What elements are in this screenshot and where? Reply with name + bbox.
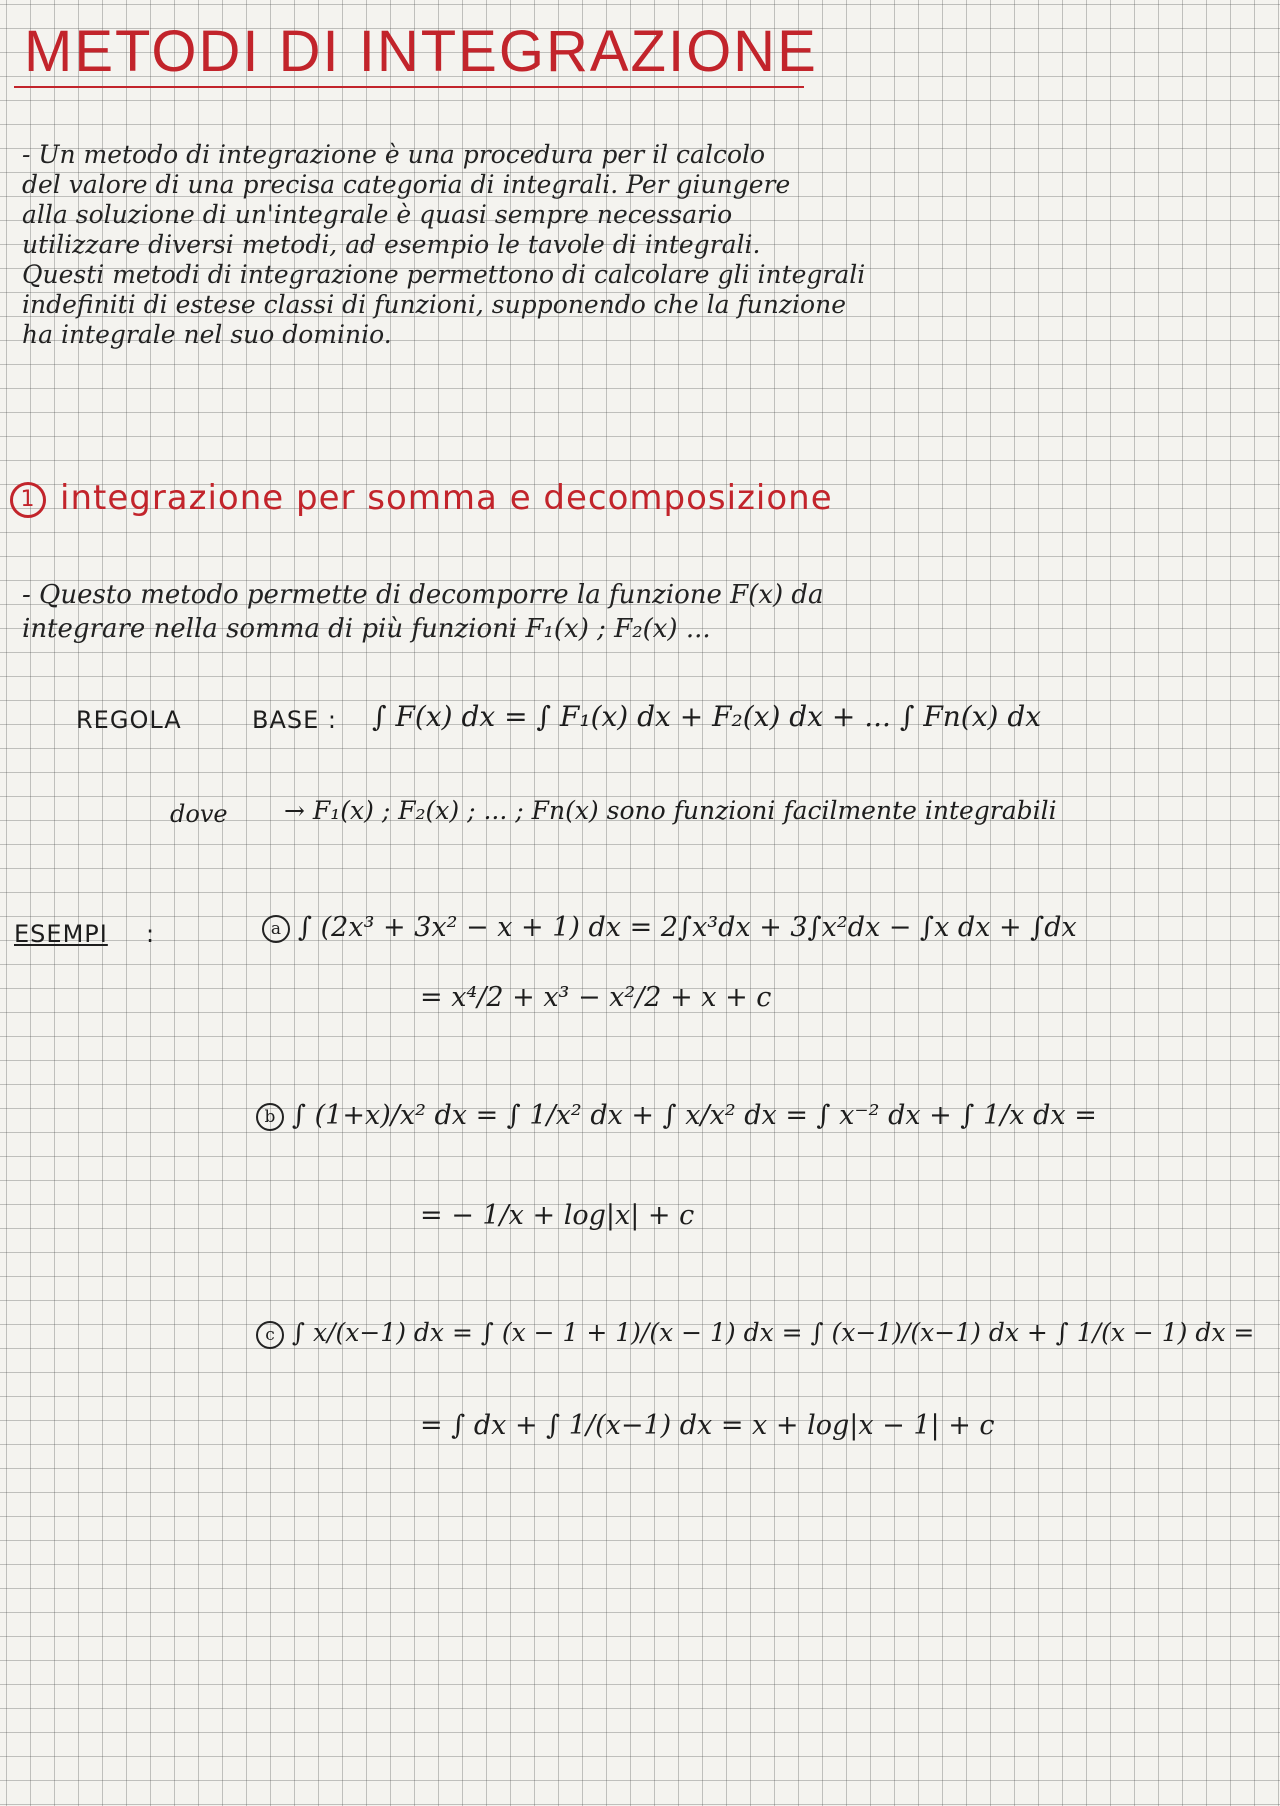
intro-line: - Un metodo di integrazione è una procedura per il calcolo — [22, 140, 766, 169]
intro-line: del valore di una precisa categoria di integrali. Per giungere — [22, 170, 791, 199]
examples-colon: : — [146, 920, 156, 948]
example-c-line2: = ∫ dx + ∫ 1/(x−1) dx = x + log|x − 1| + c — [420, 1410, 995, 1441]
where-label: dove — [170, 800, 228, 828]
example-c-formula: ∫ x/(x−1) dx = ∫ (x − 1 + 1)/(x − 1) dx = ∫ (x−1)/(x−1) dx + ∫ 1/(x − 1) dx = — [292, 1318, 1255, 1347]
page-title: METODI DI INTEGRAZIONE — [24, 19, 818, 84]
rule-formula: ∫ F(x) dx = ∫ F₁(x) dx + F₂(x) dx + ... ∫ Fn(x) dx — [372, 700, 1042, 733]
where-text: → F₁(x) ; F₂(x) ; ... ; Fn(x) sono funzioni facilmente integrabili — [284, 796, 1057, 825]
section-title: integrazione per somma e decomposizione — [60, 478, 833, 518]
example-c-marker: c — [256, 1321, 284, 1349]
example-b-marker: b — [256, 1103, 284, 1131]
example-a-marker: a — [262, 915, 290, 943]
intro-line: indefiniti di estese classi di funzioni, supponendo che la funzione — [22, 290, 846, 319]
intro-line: ha integrale nel suo dominio. — [22, 320, 392, 349]
title-underline — [14, 84, 804, 90]
intro-line: alla soluzione di un'integrale è quasi sempre necessario — [22, 200, 733, 229]
example-a-line2: = x⁴/2 + x³ − x²/2 + x + c — [420, 982, 772, 1013]
section-number-badge: 1 — [10, 482, 46, 518]
section-desc-line: integrare nella somma di più funzioni F₁(x) ; F₂(x) ... — [22, 614, 711, 644]
section-heading — [10, 478, 833, 518]
intro-line: Questi metodi di integrazione permettono di calcolare gli integrali — [22, 260, 866, 289]
example-a-formula: ∫ (2x³ + 3x² − x + 1) dx = 2∫x³dx + 3∫x²dx − ∫x dx + ∫dx — [298, 912, 1077, 943]
intro-line: utilizzare diversi metodi, ad esempio le tavole di integrali. — [22, 230, 761, 259]
example-c-line1 — [256, 1318, 1254, 1349]
example-a-line1 — [262, 912, 1077, 943]
example-b-formula: ∫ (1+x)/x² dx = ∫ 1/x² dx + ∫ x/x² dx = ∫ x⁻² dx + ∫ 1/x dx = — [292, 1100, 1097, 1131]
example-b-line1 — [256, 1100, 1097, 1131]
section-desc-line: - Questo metodo permette di decomporre la funzione F(x) da — [22, 580, 824, 610]
base-label: BASE : — [252, 706, 337, 734]
rule-label: REGOLA — [76, 706, 182, 734]
example-b-line2: = − 1/x + log|x| + c — [420, 1200, 695, 1231]
examples-label: ESEMPI — [14, 920, 108, 948]
